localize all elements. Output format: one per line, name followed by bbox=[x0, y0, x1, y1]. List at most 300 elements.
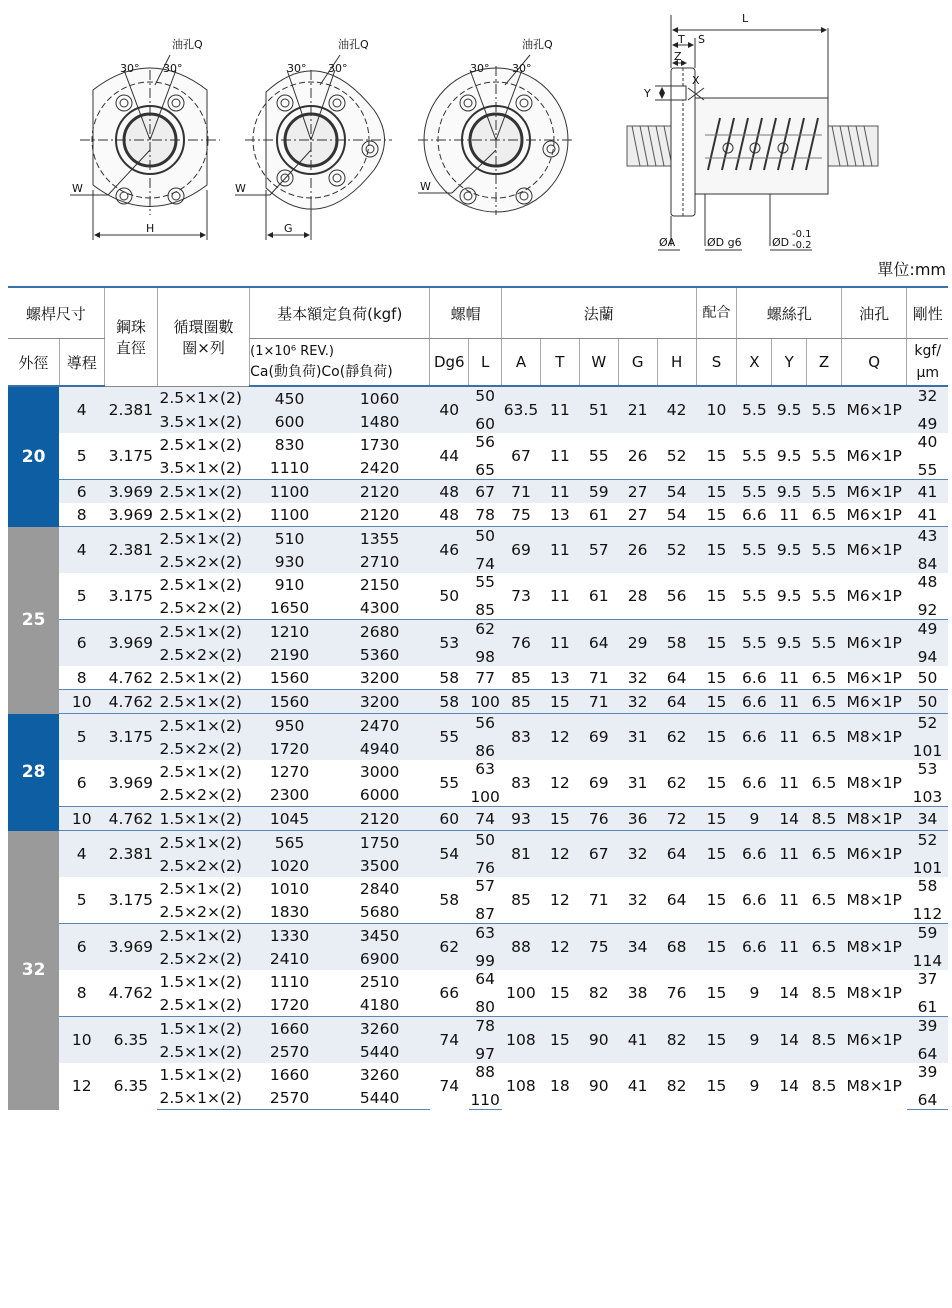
dynamic-load-cell: 1010 bbox=[269, 879, 310, 898]
x-cell: 5.5 bbox=[737, 480, 772, 504]
ball-diameter-cell: 4.762 bbox=[108, 984, 154, 1002]
circuit-cell: 2.5×1×(2) bbox=[157, 503, 249, 527]
g-cell: 32 bbox=[618, 831, 657, 878]
dynamic-load-cell: 1720 bbox=[250, 737, 330, 760]
circuit-cell: 1.5×1×(2) bbox=[159, 972, 242, 991]
circuit-cell: 2.5×2×(2) bbox=[159, 902, 242, 921]
rigidity-cell: 48 bbox=[917, 573, 938, 591]
side-view bbox=[627, 15, 878, 250]
q-cell: M8×1P bbox=[846, 891, 902, 909]
a-cell: 67 bbox=[511, 447, 531, 465]
x-cell: 9 bbox=[737, 1017, 772, 1064]
dg6-cell: 46 bbox=[430, 527, 469, 574]
circuit-cell: 2.5×2×(2) bbox=[159, 785, 242, 804]
rigidity-cell: 64 bbox=[907, 1040, 948, 1063]
table-row bbox=[8, 924, 948, 948]
z-cell: 5.5 bbox=[807, 386, 842, 433]
static-load-cell: 2120 bbox=[329, 807, 429, 831]
dynamic-load-cell: 830 bbox=[274, 435, 305, 454]
g-cell: 29 bbox=[618, 620, 657, 667]
rigidity-cell: 41 bbox=[907, 503, 948, 527]
nut-length-cell: 74 bbox=[469, 807, 502, 831]
lead-cell: 8 bbox=[59, 503, 104, 527]
w-cell: 69 bbox=[588, 774, 609, 792]
h-cell: 58 bbox=[657, 620, 696, 667]
circuit-cell: 2.5×2×(2) bbox=[157, 550, 249, 573]
dynamic-load-cell: 1660 bbox=[269, 1065, 310, 1084]
ball-diameter-cell: 2.381 bbox=[104, 386, 157, 433]
w-cell: 71 bbox=[579, 690, 618, 714]
nut-length-cell: 78 bbox=[469, 1017, 502, 1041]
g-cell: 41 bbox=[627, 1077, 648, 1096]
y-cell: 14 bbox=[779, 984, 800, 1002]
q-cell: M6×1P bbox=[841, 831, 907, 878]
spec-table bbox=[8, 286, 948, 1110]
s-cell: 15 bbox=[696, 924, 737, 971]
x-cell: 6.6 bbox=[737, 690, 772, 714]
table-row bbox=[8, 714, 948, 738]
q-cell: M8×1P bbox=[846, 984, 902, 1002]
hdr-rig-unit-2: μm bbox=[916, 365, 939, 381]
dg6-cell: 60 bbox=[430, 807, 469, 831]
dynamic-load-cell: 1110 bbox=[269, 458, 310, 477]
nut-length-cell: 67 bbox=[469, 480, 502, 504]
q-cell: M8×1P bbox=[841, 714, 907, 761]
h-cell: 52 bbox=[657, 527, 696, 574]
dg6-cell: 74 bbox=[439, 1077, 460, 1096]
dg6-cell: 58 bbox=[439, 891, 460, 909]
circuit-cell: 2.5×1×(2) bbox=[157, 1086, 249, 1110]
unit-label: 單位:mm bbox=[877, 260, 946, 279]
rigidity-cell: 52 bbox=[907, 831, 948, 855]
ball-diameter-cell: 3.969 bbox=[104, 924, 157, 971]
circuit-cell: 1.5×1×(2) bbox=[157, 807, 249, 831]
table-row bbox=[8, 831, 948, 855]
dynamic-load-cell: 1560 bbox=[269, 668, 310, 687]
lead-cell: 10 bbox=[59, 1017, 104, 1064]
dg6-cell: 55 bbox=[439, 774, 460, 792]
t-cell: 11 bbox=[540, 386, 579, 433]
a-cell: 71 bbox=[502, 480, 541, 504]
h-cell: 62 bbox=[657, 714, 696, 761]
angle-label-1: 30° bbox=[120, 62, 140, 75]
static-load-cell: 3450 bbox=[329, 924, 429, 948]
hdr-hole: 螺絲孔 bbox=[737, 287, 841, 339]
table-row bbox=[8, 1063, 948, 1086]
rigidity-cell: 103 bbox=[912, 788, 943, 806]
table-row bbox=[8, 877, 948, 900]
dim-dDg6: ØD g6 bbox=[707, 236, 742, 249]
t-cell: 11 bbox=[540, 527, 579, 574]
ball-diameter-cell: 2.381 bbox=[104, 831, 157, 878]
s-cell: 15 bbox=[706, 587, 727, 605]
t-cell: 12 bbox=[540, 714, 579, 761]
a-cell: 69 bbox=[502, 527, 541, 574]
table-row bbox=[8, 386, 948, 410]
t-cell: 11 bbox=[540, 480, 579, 504]
a-cell: 85 bbox=[511, 668, 531, 687]
x-cell: 6.6 bbox=[742, 891, 767, 909]
t-cell: 12 bbox=[540, 924, 579, 971]
q-cell: M6×1P bbox=[841, 620, 907, 667]
dynamic-load-cell: 950 bbox=[250, 714, 330, 738]
static-load-cell: 4180 bbox=[359, 995, 400, 1014]
nut-length-cell: 63 bbox=[469, 924, 502, 948]
g-cell: 21 bbox=[618, 386, 657, 433]
g-cell: 31 bbox=[618, 714, 657, 761]
hdr-load-sub bbox=[250, 339, 430, 387]
y-cell: 9.5 bbox=[772, 620, 807, 667]
static-load-cell: 1480 bbox=[329, 410, 429, 433]
hdr-screw: 螺桿尺寸 bbox=[8, 287, 104, 339]
static-load-cell: 2420 bbox=[359, 458, 400, 477]
lead-cell: 4 bbox=[59, 831, 104, 878]
table-row bbox=[8, 970, 948, 993]
x-cell: 6.6 bbox=[737, 714, 772, 761]
g-cell: 28 bbox=[627, 587, 648, 605]
circuit-cell: 2.5×1×(2) bbox=[157, 1040, 249, 1063]
nut-length-cell: 65 bbox=[475, 461, 495, 479]
lead-cell: 4 bbox=[59, 527, 104, 574]
nut-length-cell: 97 bbox=[469, 1040, 502, 1063]
nut-length-cell: 63 bbox=[475, 760, 495, 778]
s-cell: 15 bbox=[696, 480, 737, 504]
z-cell: 5.5 bbox=[807, 480, 842, 504]
s-cell: 15 bbox=[696, 1017, 737, 1064]
dim-L: L bbox=[742, 12, 749, 25]
dynamic-load-cell: 910 bbox=[274, 575, 305, 594]
static-load-cell: 1060 bbox=[329, 386, 429, 410]
a-cell: 76 bbox=[502, 620, 541, 667]
q-cell: M6×1P bbox=[841, 1017, 907, 1064]
a-cell: 81 bbox=[502, 831, 541, 878]
t-cell: 15 bbox=[549, 984, 570, 1002]
q-cell: M8×1P bbox=[846, 774, 902, 792]
static-load-cell: 5680 bbox=[359, 902, 400, 921]
x-cell: 9 bbox=[749, 984, 760, 1002]
hdr-ball bbox=[104, 287, 157, 386]
circuit-cell: 2.5×1×(2) bbox=[159, 762, 242, 781]
hdr-circ-1: 循環圈數 bbox=[173, 317, 234, 336]
nut-length-cell: 50 bbox=[469, 831, 502, 855]
ball-diameter-cell: 3.969 bbox=[104, 503, 157, 527]
circuit-cell: 1.5×1×(2) bbox=[159, 1065, 242, 1084]
circuit-cell: 2.5×1×(2) bbox=[157, 480, 249, 504]
dynamic-load-cell: 1720 bbox=[269, 995, 310, 1014]
z-cell: 8.5 bbox=[807, 1017, 842, 1064]
dim-Z: Z bbox=[674, 50, 682, 63]
s-cell: 10 bbox=[696, 386, 737, 433]
x-cell: 6.6 bbox=[737, 831, 772, 878]
static-load-cell: 1750 bbox=[329, 831, 429, 855]
hdr-ball-1: 鋼珠 bbox=[115, 317, 146, 336]
ball-diameter-cell: 6.35 bbox=[113, 1077, 149, 1096]
hdr-t: T bbox=[540, 339, 579, 387]
circuit-cell: 2.5×2×(2) bbox=[157, 737, 249, 760]
table-row bbox=[8, 503, 948, 527]
a-cell: 108 bbox=[506, 1077, 536, 1096]
z-cell: 6.5 bbox=[807, 831, 842, 878]
y-cell: 11 bbox=[779, 891, 800, 909]
angle-label-5: 30° bbox=[470, 62, 490, 75]
h-cell: 42 bbox=[657, 386, 696, 433]
x-cell: 6.6 bbox=[742, 774, 767, 792]
w-cell: 71 bbox=[588, 668, 609, 687]
w-label-2: W bbox=[235, 182, 246, 195]
w-cell: 64 bbox=[579, 620, 618, 667]
table-row bbox=[8, 573, 948, 596]
hdr-y: Y bbox=[772, 339, 807, 387]
y-cell: 11 bbox=[772, 714, 807, 761]
z-cell: 6.5 bbox=[807, 690, 842, 714]
static-load-cell: 4300 bbox=[359, 598, 400, 617]
g-cell: 32 bbox=[618, 690, 657, 714]
hdr-z: Z bbox=[807, 339, 842, 387]
static-load-cell: 3200 bbox=[359, 668, 400, 687]
q-cell: M6×1P bbox=[841, 503, 907, 527]
t-cell: 18 bbox=[549, 1077, 570, 1096]
y-cell: 11 bbox=[779, 668, 800, 687]
oil-hole-label-2: 油孔Q bbox=[338, 38, 369, 51]
static-load-cell: 1730 bbox=[359, 435, 400, 454]
lead-cell: 5 bbox=[59, 714, 104, 761]
dynamic-load-cell: 930 bbox=[250, 550, 330, 573]
nut-length-cell: 85 bbox=[475, 601, 495, 619]
nut-length-cell: 74 bbox=[469, 550, 502, 573]
hdr-fit: 配合 bbox=[696, 287, 737, 339]
circuit-cell: 1.5×1×(2) bbox=[157, 1017, 249, 1041]
w-cell: 67 bbox=[579, 831, 618, 878]
circuit-cell: 2.5×1×(2) bbox=[157, 386, 249, 410]
static-load-cell: 6000 bbox=[359, 785, 400, 804]
w-cell: 55 bbox=[588, 447, 609, 465]
dynamic-load-cell: 1660 bbox=[250, 1017, 330, 1041]
s-cell: 15 bbox=[696, 527, 737, 574]
w-cell: 90 bbox=[588, 1077, 609, 1096]
ball-diameter-cell: 4.762 bbox=[104, 807, 157, 831]
rigidity-cell: 50 bbox=[917, 668, 938, 687]
dg6-cell: 44 bbox=[439, 447, 460, 465]
w-label-3: W bbox=[420, 180, 431, 193]
circuit-cell: 3.5×1×(2) bbox=[157, 410, 249, 433]
table-row bbox=[8, 666, 948, 690]
table-row bbox=[8, 690, 948, 714]
hdr-lead: 導程 bbox=[59, 339, 104, 387]
rigidity-cell: 59 bbox=[907, 924, 948, 948]
static-load-cell: 4940 bbox=[329, 737, 429, 760]
outer-diameter-cell: 28 bbox=[8, 714, 59, 831]
circuit-cell: 2.5×2×(2) bbox=[159, 598, 242, 617]
h-cell: 52 bbox=[666, 447, 687, 465]
hdr-load: 基本額定負荷(kgf) bbox=[250, 287, 430, 339]
rigidity-cell: 39 bbox=[917, 1063, 938, 1081]
s-cell: 15 bbox=[706, 1077, 727, 1096]
w-cell: 59 bbox=[579, 480, 618, 504]
dim-dA: ØA bbox=[659, 236, 676, 249]
q-cell: M6×1P bbox=[841, 480, 907, 504]
nut-length-cell: 57 bbox=[475, 877, 495, 895]
x-cell: 5.5 bbox=[742, 447, 767, 465]
h-cell: 82 bbox=[666, 1077, 687, 1096]
y-cell: 14 bbox=[779, 1077, 800, 1096]
dim-S: S bbox=[698, 33, 705, 46]
y-cell: 11 bbox=[772, 831, 807, 878]
dynamic-load-cell: 2300 bbox=[269, 785, 310, 804]
technical-drawings bbox=[0, 0, 952, 255]
hdr-a: A bbox=[502, 339, 541, 387]
hdr-x: X bbox=[737, 339, 772, 387]
circuit-cell: 2.5×2×(2) bbox=[157, 947, 249, 970]
g-cell: 26 bbox=[627, 447, 648, 465]
circuit-cell: 2.5×1×(2) bbox=[157, 690, 249, 714]
z-cell: 5.5 bbox=[811, 587, 837, 605]
w-cell: 90 bbox=[579, 1017, 618, 1064]
z-cell: 6.5 bbox=[807, 714, 842, 761]
nut-length-cell: 88 bbox=[475, 1063, 495, 1081]
z-cell: 5.5 bbox=[807, 620, 842, 667]
w-cell: 69 bbox=[579, 714, 618, 761]
a-cell: 75 bbox=[502, 503, 541, 527]
lead-cell: 5 bbox=[76, 447, 87, 465]
hdr-od: 外徑 bbox=[8, 339, 59, 387]
s-cell: 15 bbox=[706, 891, 727, 909]
nut-length-cell: 98 bbox=[469, 643, 502, 666]
x-cell: 9 bbox=[749, 1077, 760, 1096]
circuit-cell: 2.5×1×(2) bbox=[157, 527, 249, 551]
x-cell: 5.5 bbox=[742, 587, 767, 605]
dg6-cell: 74 bbox=[430, 1017, 469, 1064]
dim-T: T bbox=[678, 33, 685, 46]
lead-cell: 6 bbox=[76, 774, 87, 792]
s-cell: 15 bbox=[706, 447, 727, 465]
t-cell: 13 bbox=[540, 503, 579, 527]
lead-cell: 10 bbox=[59, 807, 104, 831]
rigidity-cell: 84 bbox=[907, 550, 948, 573]
lead-cell: 8 bbox=[76, 668, 87, 687]
static-load-cell: 3200 bbox=[329, 690, 429, 714]
w-cell: 51 bbox=[579, 386, 618, 433]
static-load-cell: 3500 bbox=[329, 854, 429, 877]
dynamic-load-cell: 1830 bbox=[269, 902, 310, 921]
hdr-flange: 法蘭 bbox=[502, 287, 697, 339]
g-cell: 41 bbox=[618, 1017, 657, 1064]
nut-length-cell: 78 bbox=[469, 503, 502, 527]
static-load-cell: 2680 bbox=[329, 620, 429, 644]
static-load-cell: 5360 bbox=[329, 643, 429, 666]
g-dim-label: G bbox=[284, 222, 293, 235]
nut-length-cell: 50 bbox=[469, 527, 502, 551]
ball-diameter-cell: 6.35 bbox=[104, 1017, 157, 1064]
t-cell: 12 bbox=[549, 774, 570, 792]
rigidity-cell: 101 bbox=[907, 737, 948, 760]
dynamic-load-cell: 1330 bbox=[250, 924, 330, 948]
hdr-load-rev: (1×10⁶ REV.) bbox=[250, 343, 334, 359]
outer-diameter-cell: 32 bbox=[8, 831, 59, 1110]
static-load-cell: 2470 bbox=[329, 714, 429, 738]
rigidity-cell: 94 bbox=[907, 643, 948, 666]
lead-cell: 10 bbox=[59, 690, 104, 714]
dynamic-load-cell: 1210 bbox=[250, 620, 330, 644]
ball-diameter-cell: 3.969 bbox=[108, 774, 154, 792]
ball-diameter-cell: 2.381 bbox=[104, 527, 157, 574]
dynamic-load-cell: 1100 bbox=[250, 503, 330, 527]
static-load-cell: 2150 bbox=[359, 575, 400, 594]
w-cell: 71 bbox=[588, 891, 609, 909]
rigidity-cell: 50 bbox=[907, 690, 948, 714]
table-row bbox=[8, 620, 948, 644]
static-load-cell: 5440 bbox=[329, 1086, 429, 1110]
hdr-g: G bbox=[618, 339, 657, 387]
lead-cell: 12 bbox=[71, 1077, 92, 1096]
y-cell: 11 bbox=[779, 774, 800, 792]
rigidity-cell: 101 bbox=[907, 854, 948, 877]
hdr-h: H bbox=[657, 339, 696, 387]
q-cell: M6×1P bbox=[846, 587, 902, 605]
q-cell: M8×1P bbox=[841, 924, 907, 971]
h-dim-label: H bbox=[146, 222, 155, 235]
rigidity-cell: 64 bbox=[907, 1086, 948, 1110]
w-cell: 76 bbox=[579, 807, 618, 831]
t-cell: 15 bbox=[540, 690, 579, 714]
s-cell: 15 bbox=[706, 668, 727, 687]
q-cell: M6×1P bbox=[846, 668, 902, 687]
ball-diameter-cell: 3.175 bbox=[104, 714, 157, 761]
nut-length-cell: 80 bbox=[475, 998, 495, 1016]
z-cell: 6.5 bbox=[807, 503, 842, 527]
dynamic-load-cell: 1020 bbox=[250, 854, 330, 877]
angle-label-6: 30° bbox=[512, 62, 532, 75]
circuit-cell: 2.5×1×(2) bbox=[157, 714, 249, 738]
x-cell: 5.5 bbox=[737, 620, 772, 667]
outer-diameter-cell: 25 bbox=[8, 527, 59, 714]
dynamic-load-cell: 1110 bbox=[269, 972, 310, 991]
dynamic-load-cell: 2570 bbox=[250, 1040, 330, 1063]
w-cell: 61 bbox=[579, 503, 618, 527]
table-row bbox=[8, 807, 948, 831]
front-view-round bbox=[418, 55, 575, 215]
z-cell: 6.5 bbox=[807, 924, 842, 971]
table-row bbox=[8, 480, 948, 504]
w-cell: 82 bbox=[588, 984, 609, 1002]
hdr-rig-unit bbox=[907, 339, 948, 387]
nut-length-cell: 64 bbox=[475, 970, 495, 988]
hdr-rig-unit-1: kgf/ bbox=[914, 343, 942, 359]
circuit-cell: 3.5×1×(2) bbox=[159, 458, 242, 477]
dg6-cell: 62 bbox=[430, 924, 469, 971]
y-cell: 9.5 bbox=[776, 587, 802, 605]
lead-cell: 8 bbox=[76, 984, 87, 1002]
hdr-ball-2: 直徑 bbox=[115, 338, 146, 357]
dim-tol-lower: -0.2 bbox=[792, 240, 812, 251]
rigidity-cell: 40 bbox=[917, 433, 938, 451]
angle-label-4: 30° bbox=[328, 62, 348, 75]
z-cell: 5.5 bbox=[811, 447, 837, 465]
h-cell: 76 bbox=[666, 984, 687, 1002]
ball-diameter-cell: 4.762 bbox=[108, 668, 154, 687]
y-cell: 11 bbox=[772, 690, 807, 714]
hdr-l: L bbox=[469, 339, 502, 387]
angle-label-3: 30° bbox=[287, 62, 307, 75]
y-cell: 9.5 bbox=[772, 527, 807, 574]
q-cell: M6×1P bbox=[841, 527, 907, 574]
h-cell: 62 bbox=[666, 774, 687, 792]
q-cell: M6×1P bbox=[841, 690, 907, 714]
dg6-cell: 53 bbox=[430, 620, 469, 667]
front-view-flat-one bbox=[235, 55, 392, 240]
a-cell: 63.5 bbox=[502, 386, 541, 433]
q-cell: M6×1P bbox=[841, 386, 907, 433]
hdr-co: Co(靜負荷) bbox=[321, 363, 393, 380]
